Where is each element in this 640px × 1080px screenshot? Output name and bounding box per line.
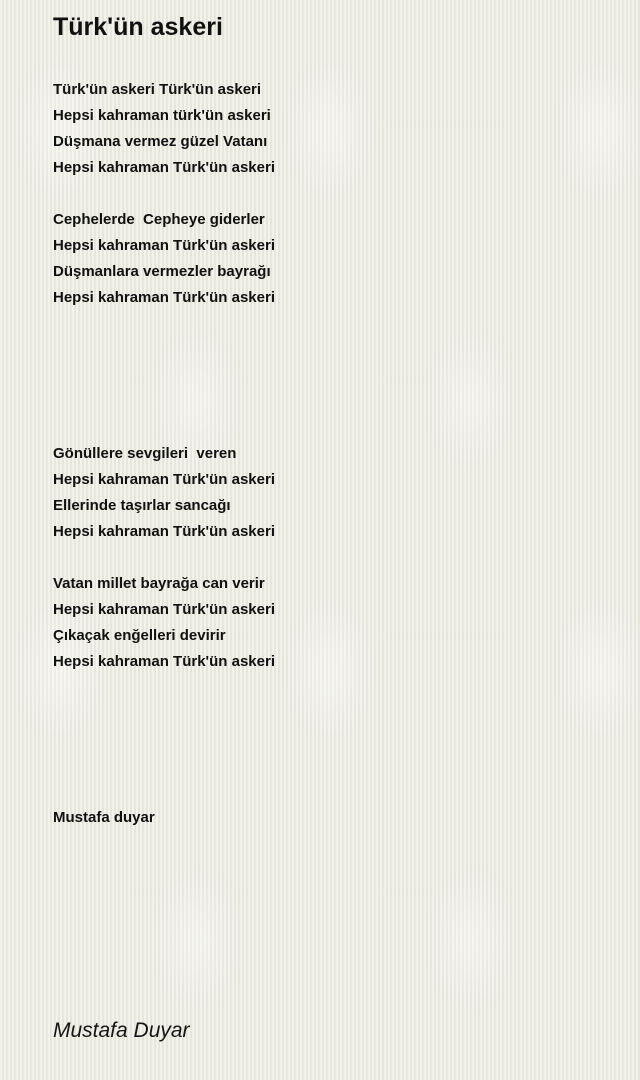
poem-line: Hepsi kahraman Türk'ün askeri xyxy=(53,471,275,488)
poem-line: Düşmana vermez güzel Vatanı xyxy=(53,133,268,150)
poem-line-blank xyxy=(53,311,613,337)
poem-line-blank xyxy=(53,675,613,701)
poem-line: Hepsi kahraman Türk'ün askeri xyxy=(53,523,275,540)
poem-line: Ellerinde taşırlar sancağı xyxy=(53,497,231,514)
poem-line: Hepsi kahraman Türk'ün askeri xyxy=(53,289,275,306)
poem-line-blank xyxy=(53,779,613,805)
poem-line-blank xyxy=(53,415,613,441)
poem-line: Vatan millet bayrağa can verir xyxy=(53,575,265,592)
poem-line-blank xyxy=(53,337,613,363)
poem-line-blank xyxy=(53,389,613,415)
author-signature: Mustafa Duyar xyxy=(53,1019,190,1042)
poem-line: Hepsi kahraman Türk'ün askeri xyxy=(53,237,275,254)
poem-line: Hepsi kahraman Türk'ün askeri xyxy=(53,601,275,618)
poem-line: Hepsi kahraman Türk'ün askeri xyxy=(53,653,275,670)
poem-line-blank xyxy=(53,545,613,571)
poem-title: Türk'ün askeri xyxy=(53,13,223,41)
poem-body xyxy=(53,77,613,831)
poem-line: Hepsi kahraman Türk'ün askeri xyxy=(53,159,275,176)
poem-line: Düşmanlara vermezler bayrağı xyxy=(53,263,271,280)
poem-line-blank xyxy=(53,363,613,389)
poem-line-blank xyxy=(53,701,613,727)
poem-line: Çıkaçak enğelleri devirir xyxy=(53,627,226,644)
poem-line: Türk'ün askeri Türk'ün askeri xyxy=(53,81,262,98)
poem-line-blank xyxy=(53,181,613,207)
poem-line-blank xyxy=(53,753,613,779)
poem-line: Gönüllere sevgileri veren xyxy=(53,445,237,462)
poem-line-blank xyxy=(53,727,613,753)
poem-author-line: Mustafa duyar xyxy=(53,809,155,826)
poem-line: Cephelerde Cepheye giderler xyxy=(53,211,265,228)
poem-line: Hepsi kahraman türk'ün askeri xyxy=(53,107,271,124)
